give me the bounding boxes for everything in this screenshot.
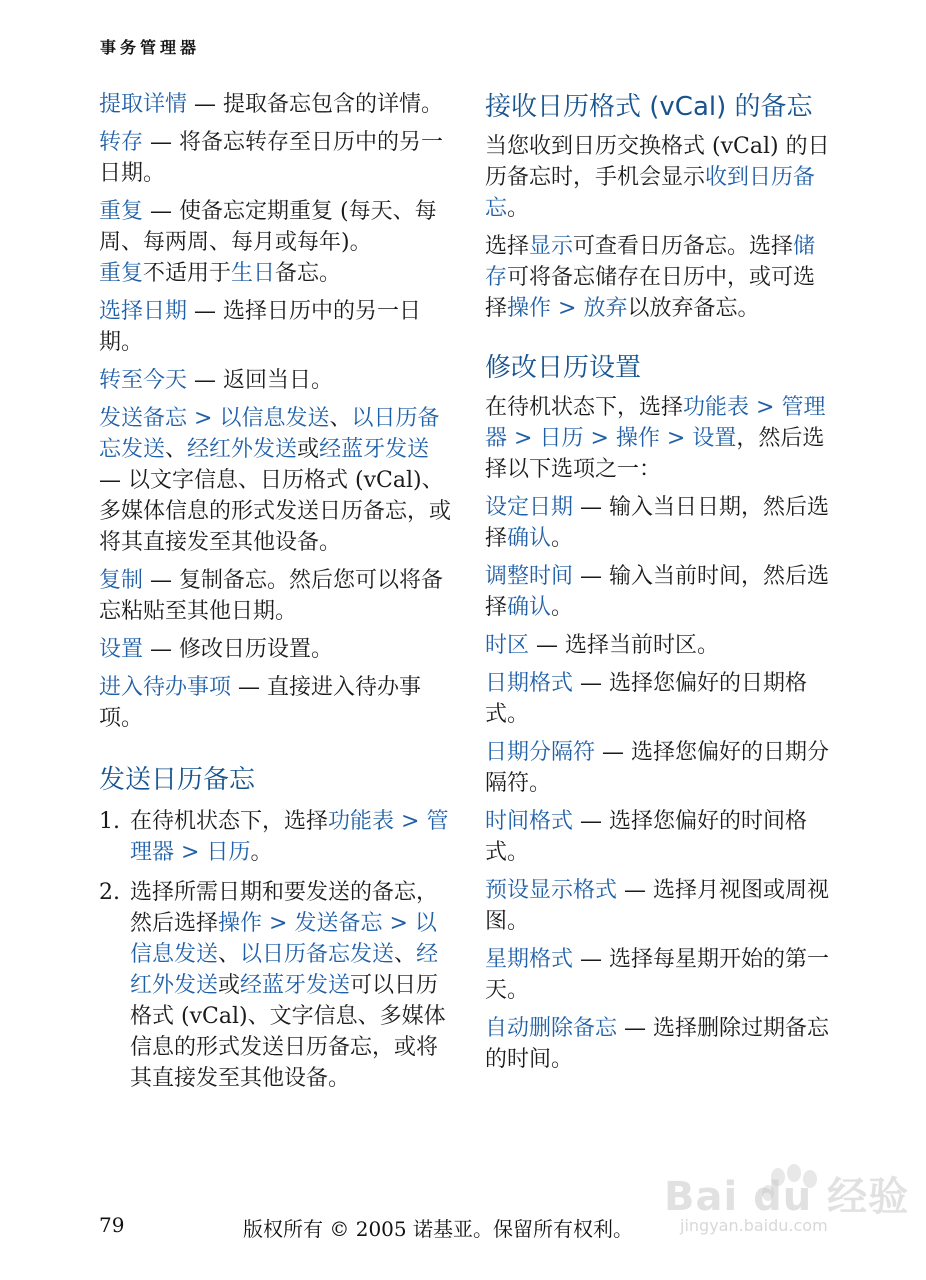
- dash: —: [143, 199, 180, 224]
- section-heading-send-calendar-note: 发送日历备忘: [99, 765, 256, 795]
- step-1: [99, 806, 451, 868]
- organizer-term: 管理器: [130, 809, 449, 865]
- copyright-notice: 版权所有 © 2005 诺基亚。保留所有权利。: [243, 1217, 633, 1241]
- dash: —: [573, 671, 610, 696]
- option-term: 设定日期: [485, 495, 574, 520]
- separator: >: [394, 809, 427, 834]
- option-term: 提取详情: [99, 92, 188, 117]
- dash: —: [595, 740, 632, 765]
- paragraph-end: ，然后选择以下选项之一：: [485, 426, 825, 482]
- setting-auto-delete: [485, 1013, 830, 1075]
- step-number: 2.: [99, 880, 120, 905]
- separator: 、: [394, 942, 417, 967]
- calendar-term: 日历: [206, 840, 251, 865]
- dash: —: [573, 809, 610, 834]
- step-2: [99, 877, 451, 1094]
- send-note-term: 发送备忘: [294, 911, 383, 936]
- option-go-to-today: [99, 365, 451, 396]
- via-infrared-term: 经红外发送: [187, 437, 298, 462]
- send-note-term: 发送备忘: [99, 406, 188, 431]
- option-extract-details: [99, 89, 451, 120]
- options-term: 操作: [218, 911, 263, 936]
- setting-date-format: [485, 668, 830, 730]
- received-note-term: 收到日历备忘: [485, 165, 816, 221]
- step-text: 在待机状态下，选择: [130, 809, 329, 834]
- receive-paragraph-1: [485, 131, 830, 224]
- option-desc: 直接进入待办事项。: [99, 675, 422, 731]
- discard-term: 放弃: [583, 296, 628, 321]
- option-desc: 选择您偏好的日期格式。: [485, 671, 808, 727]
- dash: —: [231, 675, 268, 700]
- option-term: 重复: [99, 199, 144, 224]
- via-infrared-term: 经红外发送: [130, 942, 439, 998]
- via-bluetooth-term: 经蓝牙发送: [240, 973, 351, 998]
- option-term: 时间格式: [485, 809, 574, 834]
- separator: 、: [165, 437, 188, 462]
- via-calendar-term: 以日历备忘发送: [99, 406, 440, 462]
- option-desc: 复制备忘。然后您可以将备忘粘贴至其他日期。: [99, 568, 444, 624]
- option-term: 预设显示格式: [485, 878, 618, 903]
- menu-term: 功能表: [683, 395, 750, 420]
- option-desc: 选择删除过期备忘的时间。: [485, 1016, 830, 1072]
- via-calendar-term: 以日历备忘发送: [240, 942, 395, 967]
- step-end: 可以日历格式 (vCal)、文字信息、多媒体信息的形式发送日历备忘，或将其直接发至其他设备。: [130, 973, 446, 1091]
- via-message-term: 以信息发送: [219, 406, 330, 431]
- option-settings: [99, 634, 451, 665]
- separator: >: [262, 911, 295, 936]
- option-term: 自动删除备忘: [485, 1016, 618, 1041]
- option-desc: 选择日历中的另一日期。: [99, 299, 422, 355]
- separator: 、: [218, 942, 241, 967]
- via-message-term: 以信息发送: [130, 911, 437, 967]
- dash: —: [617, 878, 654, 903]
- option-term: 进入待办事项: [99, 675, 232, 700]
- dash: —: [617, 1016, 654, 1041]
- running-header: 事务管理器: [100, 38, 201, 57]
- option-copy: [99, 565, 451, 627]
- via-bluetooth-term: 经蓝牙发送: [319, 437, 430, 462]
- right-column: [485, 89, 830, 1082]
- repeat-term: 重复: [99, 261, 144, 286]
- setting-set-date: [485, 492, 830, 554]
- option-desc: 输入当日日期，然后选择: [485, 495, 830, 551]
- paragraph-end: 。: [507, 196, 530, 221]
- option-go-to-todo: [99, 672, 451, 734]
- option-end: 。: [551, 526, 574, 551]
- dash: —: [187, 299, 224, 324]
- option-desc: 提取备忘包含的详情。: [223, 92, 444, 117]
- setting-week-format: [485, 944, 830, 1006]
- dash: —: [143, 568, 180, 593]
- setting-adjust-time: [485, 561, 830, 623]
- setting-time-format: [485, 806, 830, 868]
- left-column: [99, 89, 451, 1103]
- step-number: 1.: [99, 809, 120, 834]
- options-term: 操作: [615, 426, 660, 451]
- dash: —: [187, 92, 224, 117]
- paragraph-text: 当您收到日历交换格式 (vCal) 的日历备忘时，手机会显示: [485, 134, 830, 190]
- separator: >: [551, 296, 584, 321]
- dash: —: [187, 368, 224, 393]
- section-heading-receive-vcal: 接收日历格式 (vCal) 的备忘: [485, 92, 813, 122]
- option-desc: 使备忘定期重复 (每天、每周、每两周、每月或每年)。: [99, 199, 437, 255]
- option-desc: 选择每星期开始的第一天。: [485, 947, 830, 1003]
- menu-term: 功能表: [328, 809, 395, 834]
- option-select-date: [99, 296, 451, 358]
- option-term: 日期格式: [485, 671, 574, 696]
- option-move: [99, 127, 451, 189]
- separator: >: [382, 911, 415, 936]
- option-desc: 修改日历设置。: [179, 637, 334, 662]
- option-desc: 选择您偏好的日期分隔符。: [485, 740, 830, 796]
- section-heading-modify-settings: 修改日历设置: [485, 353, 642, 383]
- receive-paragraph-2: [485, 231, 830, 324]
- setting-default-view: [485, 875, 830, 937]
- option-term: 设置: [99, 637, 144, 662]
- separator: >: [174, 840, 207, 865]
- separator: 、: [329, 406, 352, 431]
- show-term: 显示: [529, 234, 574, 259]
- option-desc: 将备忘转存至日历中的另一日期。: [99, 130, 444, 186]
- option-desc: — 以文字信息、日历格式 (vCal)、多媒体信息的形式发送日历备忘，或将其直接发至其他设备。: [99, 468, 452, 555]
- option-desc: 返回当日。: [223, 368, 334, 393]
- watermark-url: jingyan.baidu.com: [680, 1216, 828, 1235]
- settings-intro: [485, 392, 830, 485]
- repeat-note-text: 不适用于: [143, 261, 232, 286]
- step-text: 选择所需日期和要发送的备忘，然后选择: [130, 880, 439, 936]
- separator: >: [749, 395, 782, 420]
- dash: —: [573, 947, 610, 972]
- dash: —: [573, 495, 610, 520]
- paragraph-text: 选择: [485, 234, 530, 259]
- option-term: 时区: [485, 633, 530, 658]
- confirm-term: 确认: [507, 595, 552, 620]
- separator: 或: [297, 437, 320, 462]
- option-repeat: [99, 196, 451, 289]
- option-term: 转至今天: [99, 368, 188, 393]
- calendar-term: 日历: [539, 426, 584, 451]
- dash: —: [529, 633, 566, 658]
- separator: >: [187, 406, 220, 431]
- option-term: 转存: [99, 130, 144, 155]
- option-desc: 选择您偏好的时间格式。: [485, 809, 808, 865]
- paragraph-text: 在待机状态下，选择: [485, 395, 684, 420]
- option-desc: 选择当前时区。: [565, 633, 720, 658]
- birthday-term: 生日: [231, 261, 276, 286]
- option-term: 日期分隔符: [485, 740, 596, 765]
- option-desc: 输入当前时间，然后选择: [485, 564, 830, 620]
- dash: —: [143, 130, 180, 155]
- options-term: 操作: [507, 296, 552, 321]
- separator: >: [507, 426, 540, 451]
- option-desc: 选择月视图或周视图。: [485, 878, 830, 934]
- save-term: 储存: [485, 234, 816, 290]
- paragraph-text: 可查看日历备忘。选择: [573, 234, 794, 259]
- option-term: 星期格式: [485, 947, 574, 972]
- dash: —: [143, 637, 180, 662]
- repeat-note-end: 备忘。: [275, 261, 342, 286]
- option-term: 调整时间: [485, 564, 574, 589]
- setting-time-zone: [485, 630, 830, 661]
- organizer-term: 管理器: [485, 395, 826, 451]
- settings-term: 设置: [692, 426, 737, 451]
- separator: 或: [218, 973, 241, 998]
- separator: >: [659, 426, 693, 451]
- option-end: 。: [551, 595, 574, 620]
- setting-date-separator: [485, 737, 830, 799]
- step-end: 。: [250, 840, 273, 865]
- paragraph-text: 可将备忘储存在日历中，或可选择: [485, 265, 816, 321]
- dash: —: [573, 564, 610, 589]
- page-number: 79: [99, 1213, 125, 1237]
- watermark-text: Bai du 经验: [664, 1174, 910, 1220]
- option-send-note: [99, 403, 451, 558]
- separator: >: [583, 426, 616, 451]
- confirm-term: 确认: [507, 526, 552, 551]
- option-term: 选择日期: [99, 299, 188, 324]
- option-term: 复制: [99, 568, 144, 593]
- paragraph-end: 以放弃备忘。: [627, 296, 760, 321]
